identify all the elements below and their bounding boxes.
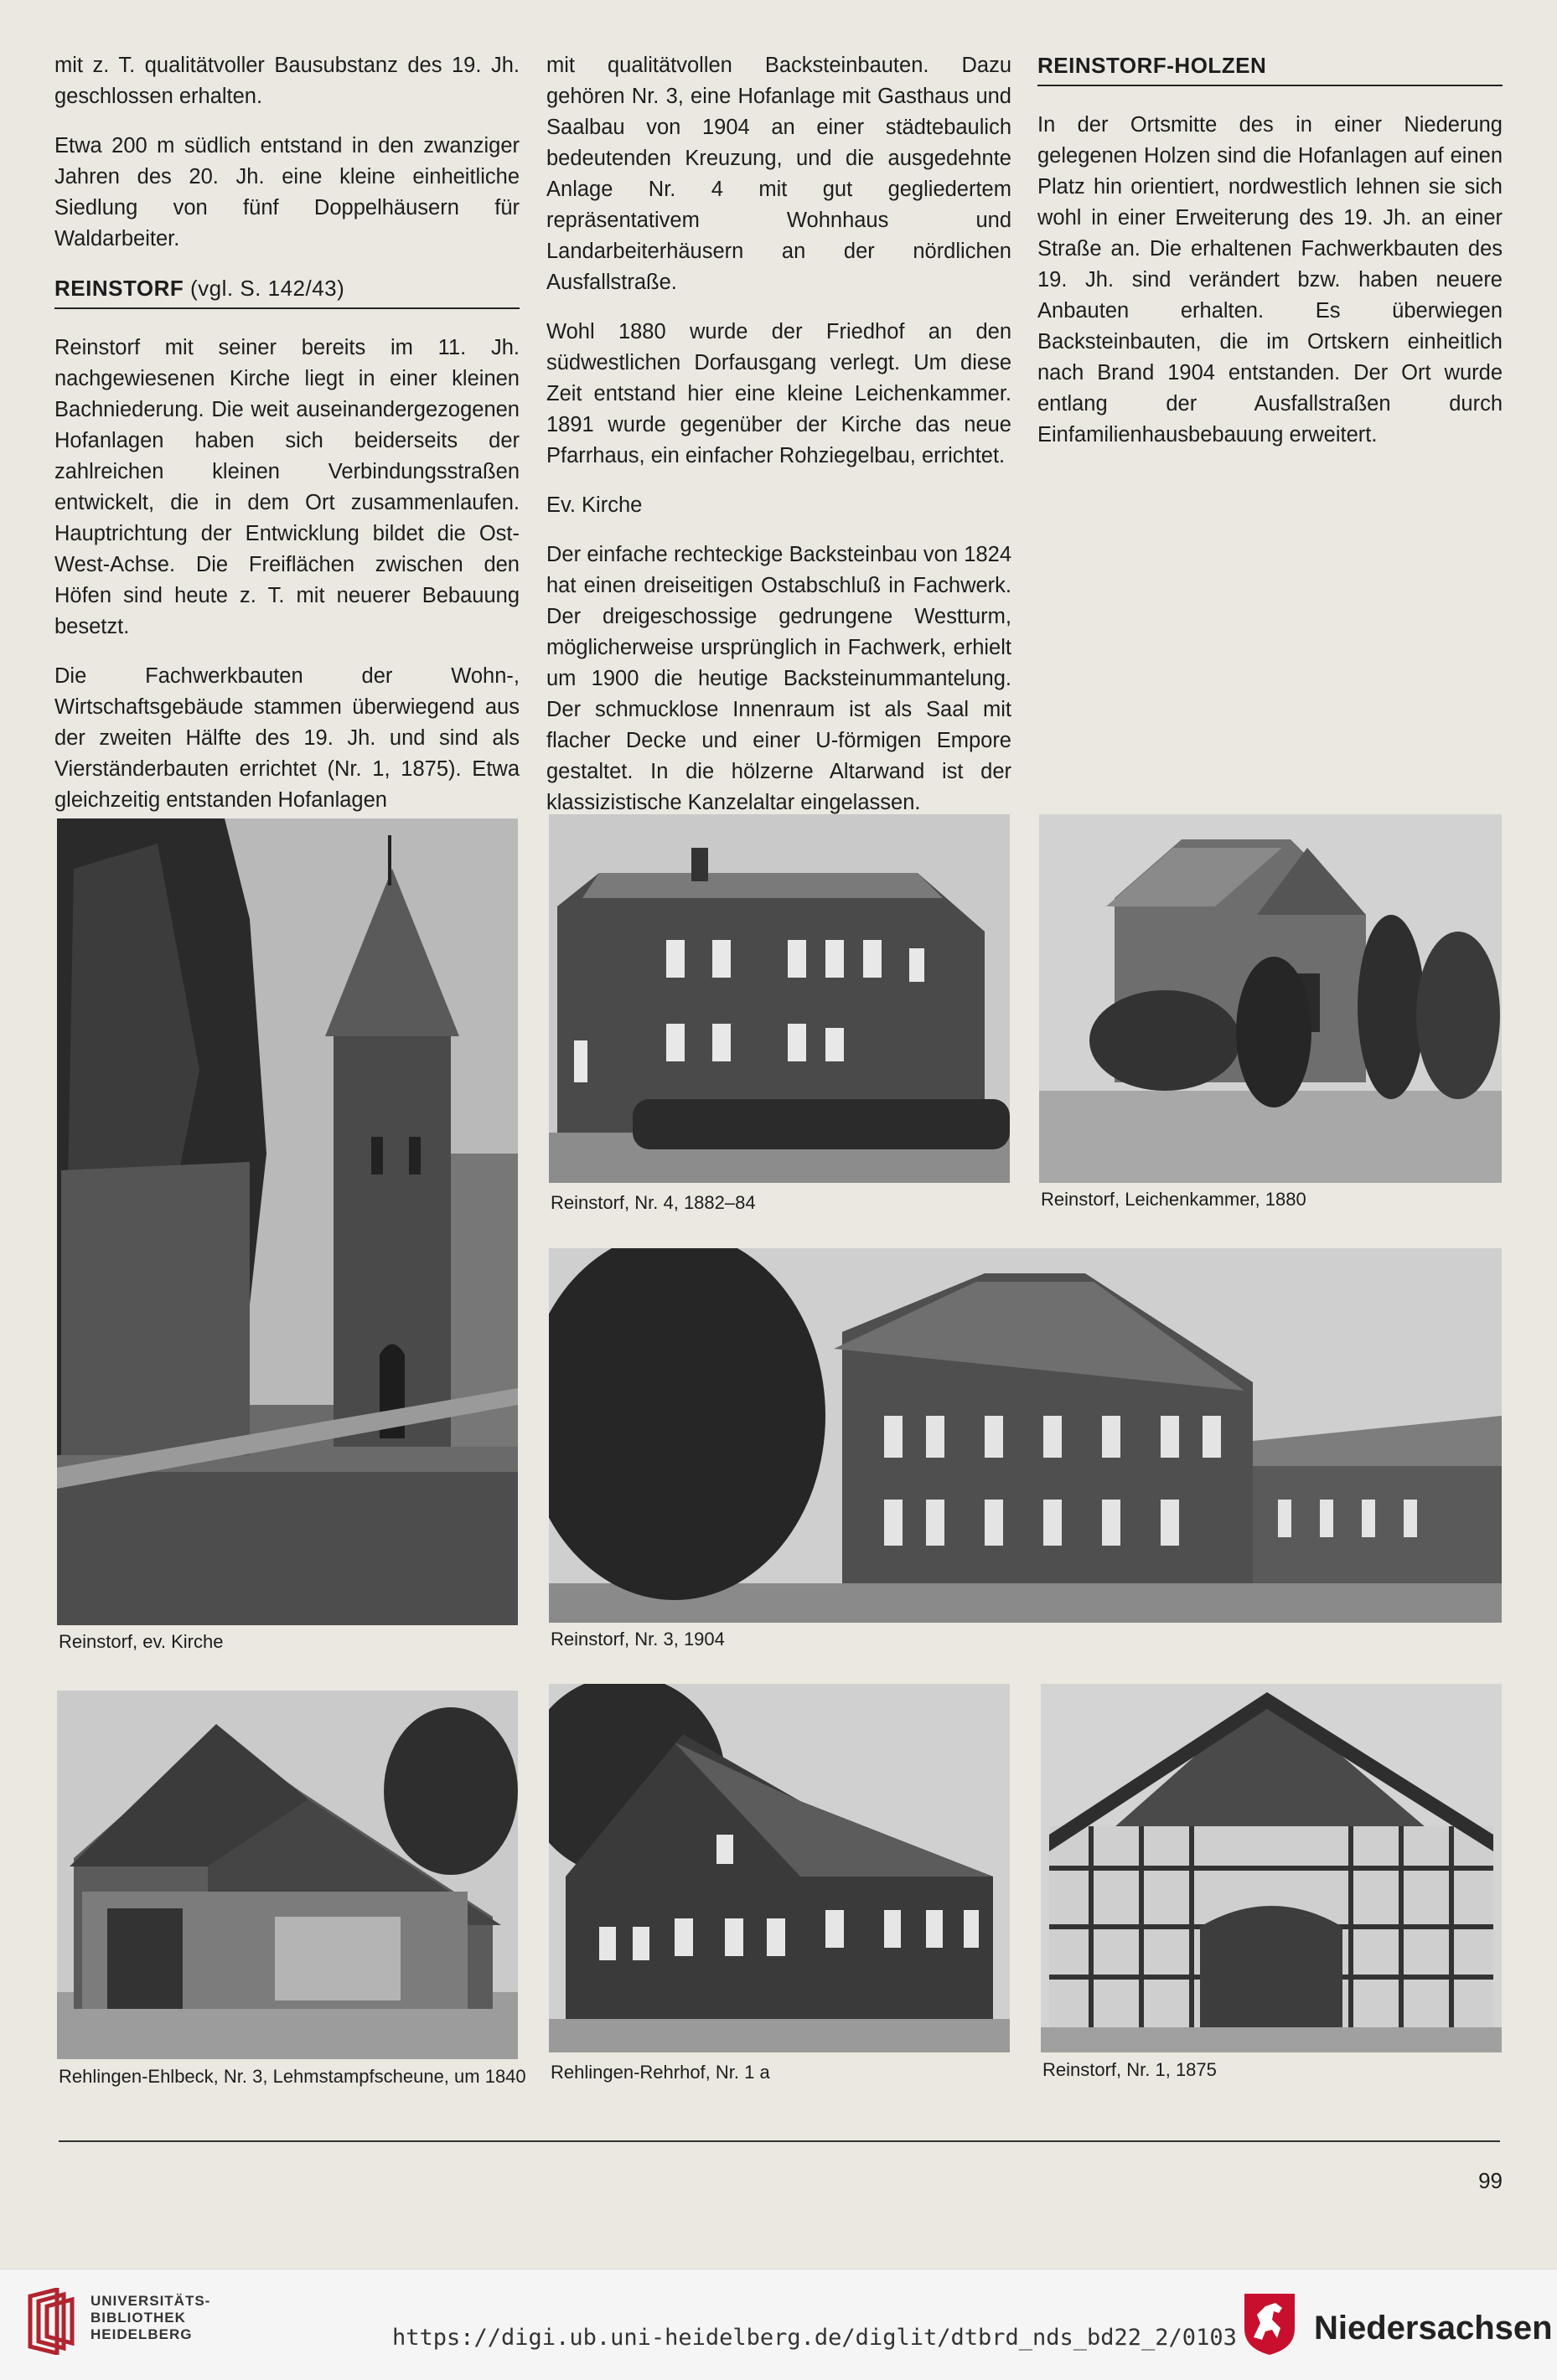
- paragraph: In der Ortsmitte des in einer Niederung gelegenen Holzen sind die Hofanlagen auf einen Platz hin orientiert, nordwestlich lehnen sie sich wohl in einer Erweiterung des 19. Jh. an einer Straße an. Die erhaltenen Fachwerkbauten des 19. Jh. sind verändert bzw. haben neuere Anbauten erhalten. Es überwiegen Backsteinbauten, die im Ortskern einheitlich nach Brand 1904 entstanden. Der Ort wurde entlang der Ausfallstraßen durch Einfamilienhausbebauung erweitert.: [1037, 113, 1503, 447]
- paragraph: mit qualitätvollen Backsteinbauten. Dazu gehören Nr. 3, eine Hofanlage mit Gasthaus und Saalbau von 1904 an einer städtebaulich bedeutenden Kreuzung, und die ausgedehnte Anlage Nr. 4 mit gut gegliedertem repräsentativem Wohnhaus und Landarbeiterhäusern an der nördlichen Ausfallstraße.: [546, 54, 1011, 294]
- library-line: UNIVERSITÄTS-: [91, 2293, 211, 2309]
- paragraph: Wohl 1880 wurde der Friedhof an den südwestlichen Dorfausgang verlegt. Um diese Zeit entstand hier eine kleine Leichenkammer. 1891 wurde gegenüber der Kirche das neue Pfarrhaus, ein einfacher Rohziegelbau, errichtet.: [546, 320, 1011, 467]
- caption-rehrhof: Rehlingen-Rehrhof, Nr. 1 a: [551, 2062, 770, 2083]
- caption-nr4: Reinstorf, Nr. 4, 1882–84: [551, 1192, 756, 1213]
- text-column-1: [54, 50, 520, 834]
- heading-text: REINSTORF: [54, 276, 184, 301]
- photo-nr4: [549, 814, 1010, 1183]
- caption-nr1: Reinstorf, Nr. 1, 1875: [1042, 2059, 1217, 2080]
- caption-kirche: Reinstorf, ev. Kirche: [59, 1631, 224, 1652]
- caption-leichenkammer: Reinstorf, Leichenkammer, 1880: [1041, 1189, 1306, 1210]
- paragraph: Die Fachwerkbauten der Wohn-, Wirtschaftsgebäude stammen überwiegend aus der zweiten Hälfte des 19. Jh. und sind als Vierständerbauten errichtet (Nr. 1, 1875). Etwa gleichzeitig entstanden Hofanlagen: [54, 664, 520, 812]
- caption-ehlbeck: Rehlingen-Ehlbeck, Nr. 3, Lehmstampfscheune, um 1840: [59, 2066, 526, 2087]
- caption-nr3: Reinstorf, Nr. 3, 1904: [551, 1629, 725, 1649]
- library-line: HEIDELBERG: [91, 2326, 193, 2342]
- photo-leichenkammer: [1039, 814, 1502, 1183]
- library-line: BIBLIOTHEK: [91, 2310, 186, 2326]
- library-name: [91, 2293, 210, 2343]
- document-url-link[interactable]: https://digi.ub.uni-heidelberg.de/diglit/dtbrd_nds_bd22_2/0103: [392, 2325, 1237, 2351]
- photo-ehlbeck: [57, 1691, 518, 2059]
- text-column-2: [546, 50, 1011, 837]
- paragraph: mit z. T. qualitätvoller Bausubstanz des 19. Jh. geschlossen erhalten.: [54, 54, 520, 108]
- section-heading-reinstorf-holzen: REINSTORF-HOLZEN: [1037, 50, 1503, 86]
- state-name: Niedersachsen: [1314, 2310, 1553, 2346]
- university-library-logo-icon: [23, 2288, 79, 2355]
- photo-rehrhof: [549, 1684, 1010, 2052]
- photo-nr1: [1041, 1684, 1502, 2052]
- paragraph: Etwa 200 m südlich entstand in den zwanziger Jahren des 20. Jh. eine kleine einheitliche Siedlung von fünf Doppelhäusern für Waldarbeiter.: [54, 134, 520, 250]
- page-number: 99: [1478, 2168, 1503, 2193]
- footer-rule: [59, 2140, 1500, 2142]
- text-column-3: [1037, 50, 1503, 469]
- heading-reference: (vgl. S. 142/43): [184, 276, 345, 301]
- paragraph: Der einfache rechteckige Backsteinbau von 1824 hat einen dreiseitigen Ostabschluß in Fachwerk. Der dreigeschossige gedrungene Westturm, möglicherweise ursprünglich in Fachwerk, erhielt um 1900 die heutige Backsteinummantelung. Der schmucklose Innenraum ist als Saal mit flacher Decke und einer U-förmigen Empore gestaltet. In die hölzerne Altarwand ist der klassizistische Kanzelaltar eingelassen.: [546, 543, 1011, 814]
- photo-nr3: [549, 1248, 1502, 1623]
- niedersachsen-horse-icon: [1242, 2291, 1297, 2357]
- footer-bar: [0, 2269, 1557, 2380]
- section-heading-reinstorf: [54, 273, 520, 309]
- photo-kirche: [57, 818, 518, 1625]
- paragraph: Reinstorf mit seiner bereits im 11. Jh. nachgewiesenen Kirche liegt in einer kleinen Bachniederung. Die weit auseinandergezogenen Hofanlagen haben sich beiderseits der zahlreichen kleinen Verbindungsstraßen entwickelt, die in dem Ort zusammenlaufen. Hauptrichtung der Entwicklung bildet die Ost-West-Achse. Die Freiflächen zwischen den Höfen sind heute z. T. mit neuerer Bebauung besetzt.: [54, 336, 520, 638]
- subheading-ev-kirche: Ev. Kirche: [546, 493, 643, 517]
